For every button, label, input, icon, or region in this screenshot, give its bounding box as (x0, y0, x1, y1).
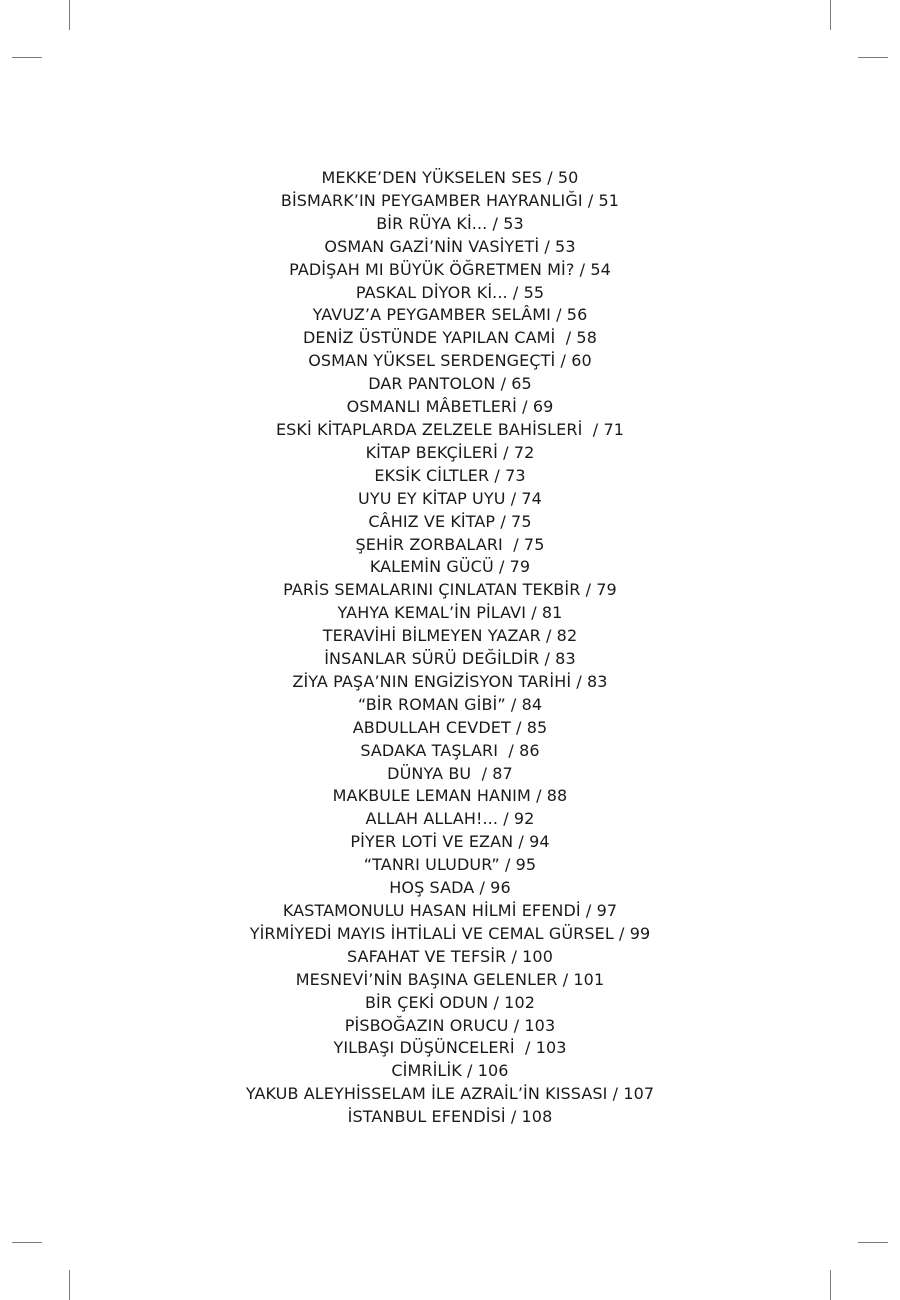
toc-entry: PİSBOĞAZIN ORUCU / 103 (344, 1015, 556, 1035)
toc-entry: ABDULLAH CEVDET / 85 (352, 717, 548, 737)
crop-mark-top-left-vertical (69, 0, 70, 30)
crop-mark-bottom-right-vertical (830, 1270, 831, 1300)
toc-entry: YAHYA KEMAL’İN PİLAVI / 81 (337, 603, 563, 623)
toc-entry: ALLAH ALLAH!... / 92 (365, 809, 535, 829)
toc-entry: ESKİ KİTAPLARDA ZELZELE BAHİSLERİ / 71 (275, 419, 625, 439)
toc-entry: EKSİK CİLTLER / 73 (374, 465, 526, 485)
toc-entry: SAFAHAT VE TEFSİR / 100 (346, 946, 553, 966)
toc-entry: KİTAP BEKÇİLERİ / 72 (365, 442, 535, 462)
toc-entry: OSMANLI MÂBETLERİ / 69 (346, 397, 554, 417)
toc-entry: MESNEVİ’NİN BAŞINA GELENLER / 101 (295, 969, 605, 989)
toc-entry: ŞEHİR ZORBALARI / 75 (355, 534, 545, 554)
crop-mark-top-right-vertical (830, 0, 831, 30)
toc-entry: “TANRI ULUDUR” / 95 (363, 855, 537, 875)
toc-entry: HOŞ SADA / 96 (389, 878, 511, 898)
crop-mark-top-left-horizontal (12, 57, 42, 58)
toc-entry: BİR RÜYA Kİ... / 53 (376, 213, 524, 233)
toc-entry: BİSMARK’IN PEYGAMBER HAYRANLIĞI / 51 (280, 190, 620, 210)
toc-entry: CÂHIZ VE KİTAP / 75 (368, 511, 532, 531)
toc-entry: YAKUB ALEYHİSSELAM İLE AZRAİL’İN KISSASI / 107 (245, 1084, 655, 1104)
crop-mark-bottom-left-vertical (69, 1270, 70, 1300)
toc-entry: TERAVİHİ BİLMEYEN YAZAR / 82 (322, 626, 578, 646)
toc-entry: DAR PANTOLON / 65 (368, 374, 532, 394)
toc-entry: UYU EY KİTAP UYU / 74 (358, 488, 542, 508)
toc-entry: DENİZ ÜSTÜNDE YAPILAN CAMİ / 58 (303, 328, 597, 348)
toc-entry: SADAKA TAŞLARI / 86 (360, 740, 540, 760)
crop-mark-top-right-horizontal (858, 57, 888, 58)
toc-entry: KALEMİN GÜCÜ / 79 (369, 557, 531, 577)
toc-entry: PASKAL DİYOR Kİ... / 55 (355, 282, 545, 302)
toc-entry: CİMRİLİK / 106 (391, 1061, 509, 1081)
toc-entry: PADİŞAH MI BÜYÜK ÖĞRETMEN Mİ? / 54 (289, 259, 611, 279)
toc-entry: KASTAMONULU HASAN HİLMİ EFENDİ / 97 (282, 901, 618, 920)
crop-mark-bottom-left-horizontal (12, 1242, 42, 1243)
toc-entry: YILBAŞI DÜŞÜNCELERİ / 103 (333, 1038, 567, 1058)
toc-entry: MEKKE’DEN YÜKSELEN SES / 50 (321, 168, 579, 187)
toc-entry: DÜNYA BU / 87 (387, 763, 513, 783)
toc-entry: ZİYA PAŞA’NIN ENGİZİSYON TARİHİ / 83 (292, 671, 608, 691)
toc-entry: İSTANBUL EFENDİSİ / 108 (347, 1107, 553, 1127)
toc-entry: PARİS SEMALARINI ÇINLATAN TEKBİR / 79 (283, 580, 617, 600)
toc-entry: İNSANLAR SÜRÜ DEĞİLDİR / 83 (324, 649, 576, 669)
table-of-contents (0, 167, 900, 1129)
toc-entry: “BİR ROMAN GİBİ” / 84 (357, 694, 543, 714)
toc-entry: YAVUZ’A PEYGAMBER SELÂMI / 56 (312, 305, 588, 325)
toc-entry: BİR ÇEKİ ODUN / 102 (364, 992, 536, 1012)
toc-entry: OSMAN GAZİ’NİN VASİYETİ / 53 (324, 236, 576, 256)
toc-entry: MAKBULE LEMAN HANIM / 88 (332, 786, 568, 806)
toc-entry: YİRMİYEDİ MAYIS İHTİLALİ VE CEMAL GÜRSEL / 99 (249, 923, 651, 943)
toc-entry: OSMAN YÜKSEL SERDENGEÇTİ / 60 (308, 351, 592, 371)
toc-entry: PİYER LOTİ VE EZAN / 94 (350, 832, 550, 852)
crop-mark-bottom-right-horizontal (858, 1242, 888, 1243)
